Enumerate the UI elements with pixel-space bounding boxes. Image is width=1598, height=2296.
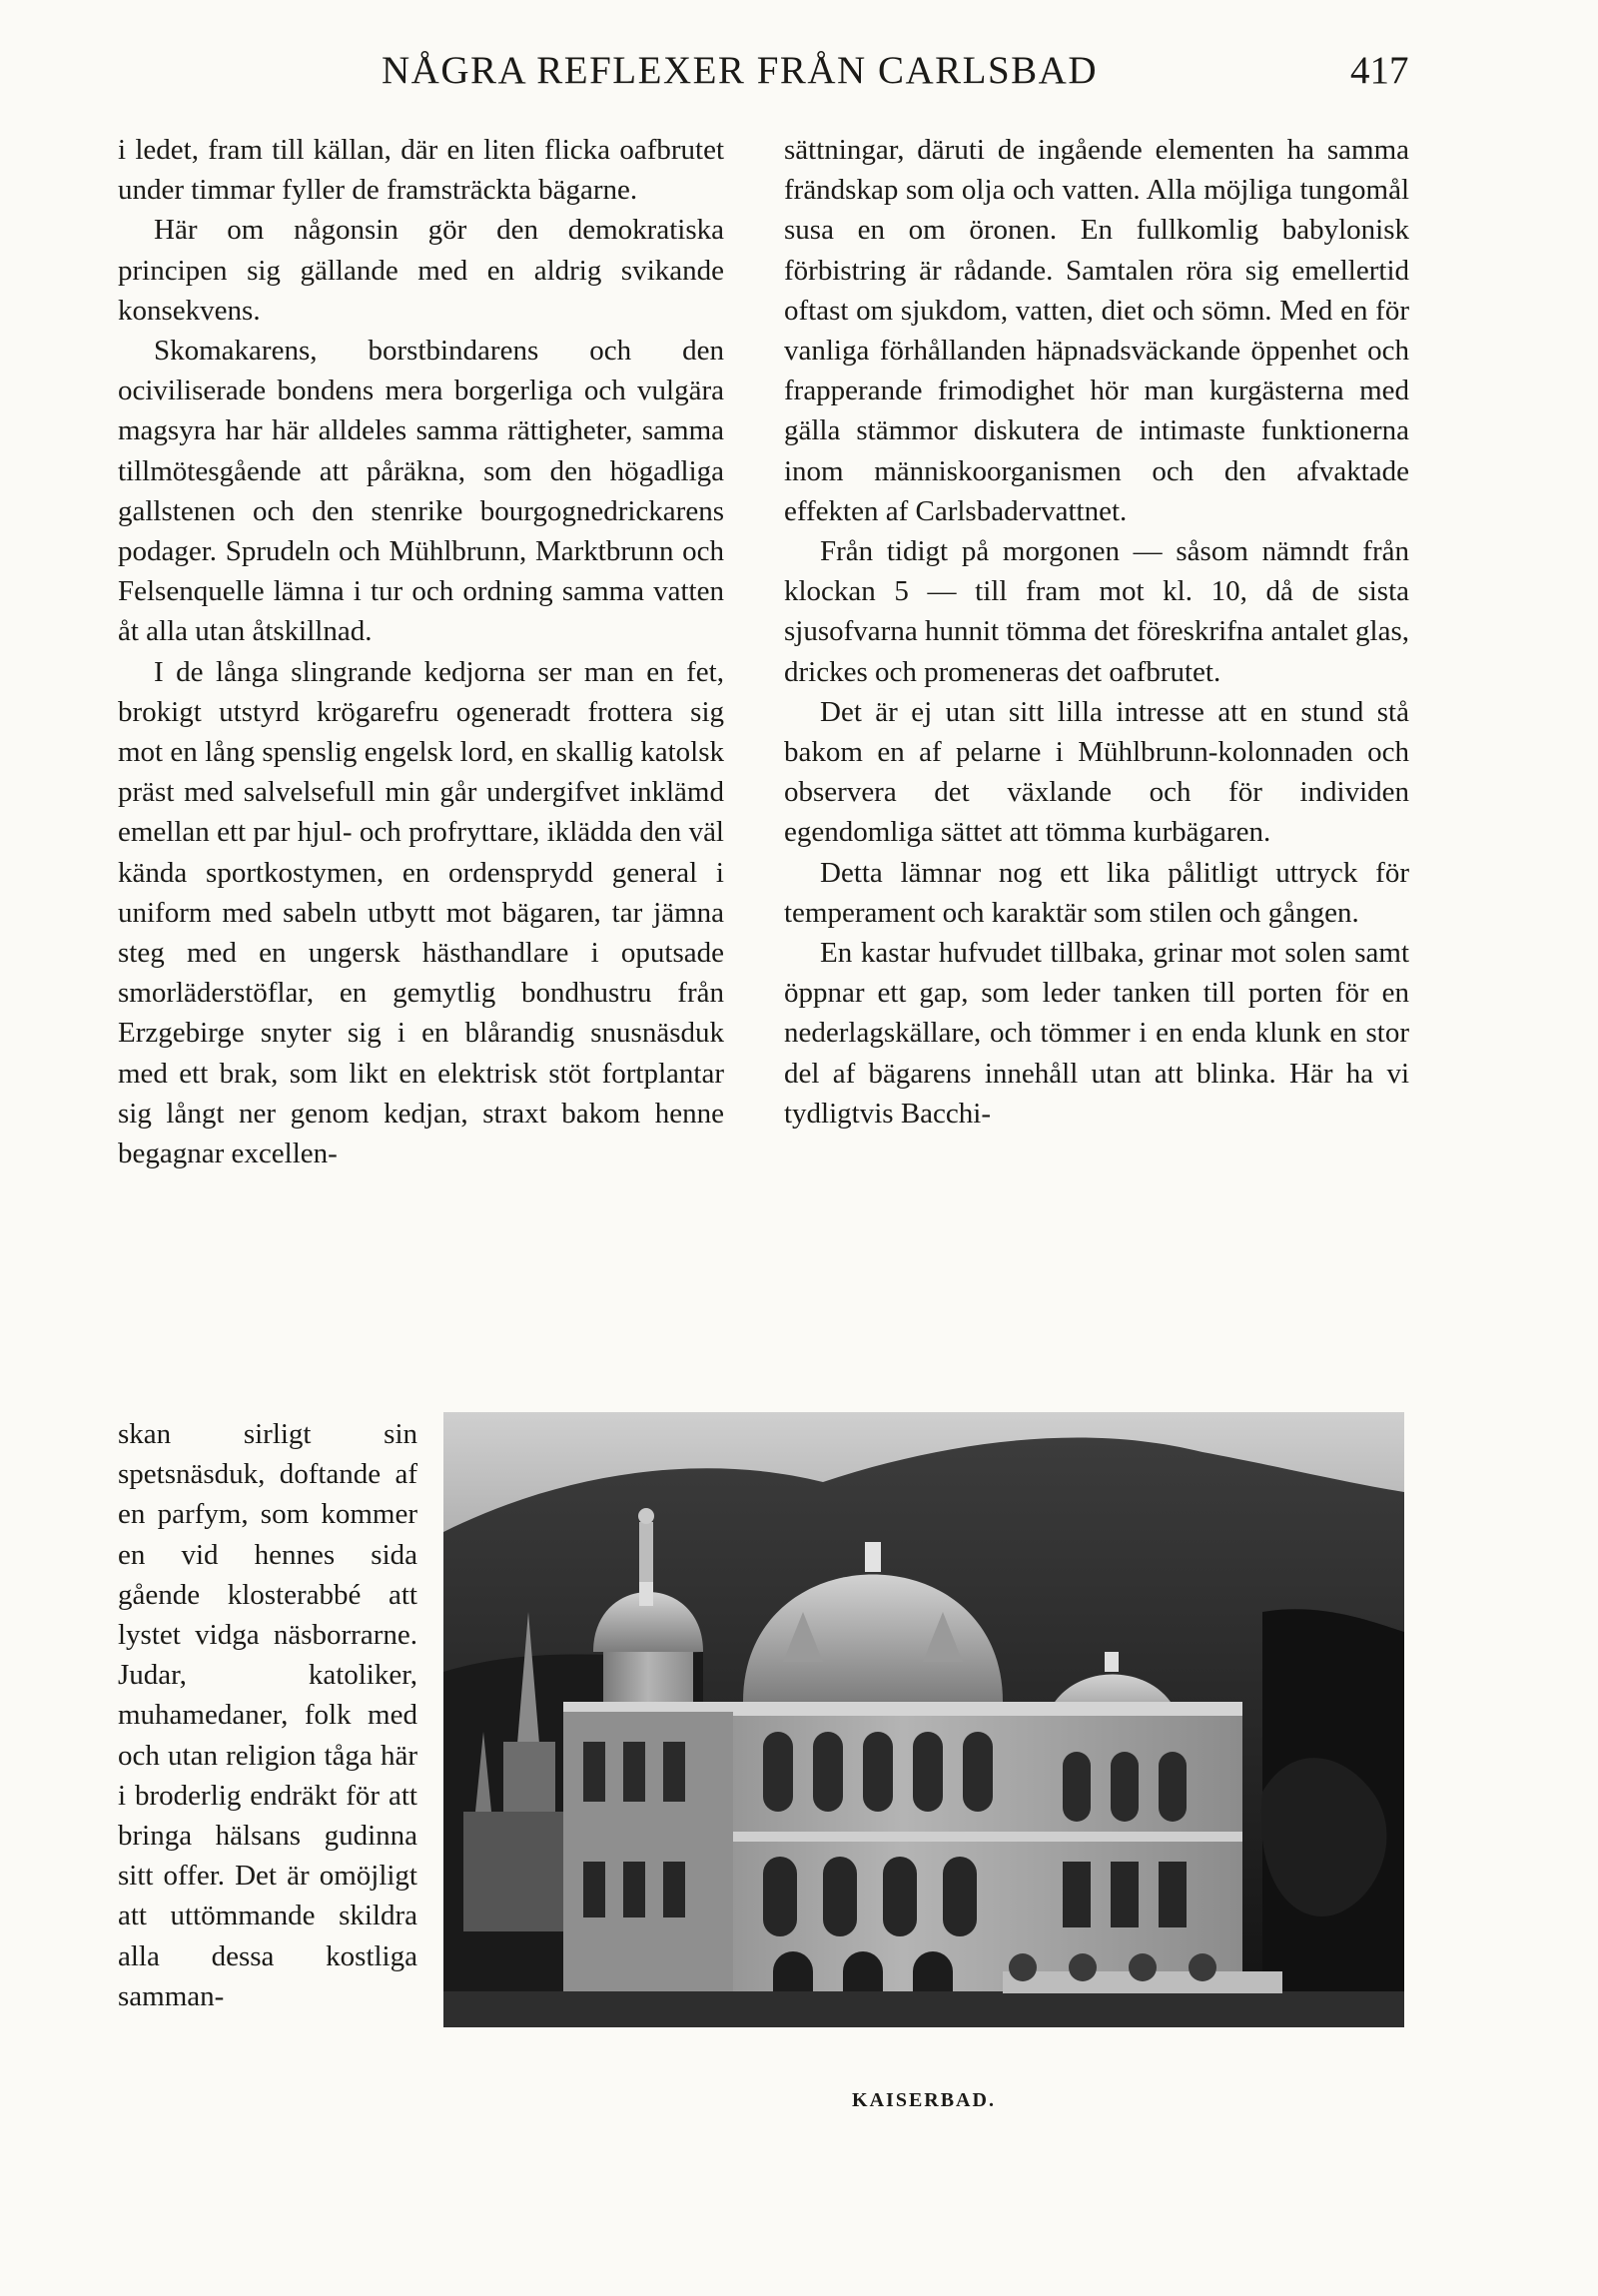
paragraph: Det är ej utan sitt lilla intresse att en stund stå bakom en af pelarne i Mühlbrunn-kolonnaden och observera det växlande och för individen egendomliga sättet att tömma kurbägaren. <box>784 695 1409 849</box>
right-column <box>784 130 1409 1134</box>
paragraph: Skomakarens, borstbindarens och den ociviliserade bondens mera borgerliga och vulgära magsyra har här alldeles samma rättigheter, samma tillmötesgående att påräkna, som den högadliga gallstenen och den stenrike bourgognedrickarens podager. Sprudeln och Mühlbrunn, Marktbrunn och Felsenquelle lämna i tur och ordning samma vatten åt alla utan åtskillnad. <box>118 335 724 648</box>
left-column <box>118 130 724 1173</box>
page-number: 417 <box>1350 49 1409 92</box>
paragraph: skan sirligt sin spetsnäsduk, doftande af en parfym, som kommer en vid hennes sida gående klosterabbé att lystet vidga näsborrarne. Judar, katoliker, muhamedaner, folk med och utan religion tåga här i broderlig endräkt för att bringa hälsans gudinna sitt offer. Det är omöjligt att uttömmande skildra alla dessa kostliga samman- <box>118 1418 417 2012</box>
paragraph: I de långa slingrande kedjorna ser man en fet, brokigt utstyrd krögarefru ogeneradt frottera sig mot en lång spenslig engelsk lord, en skallig katolsk präst med salvelsefull min går undergifvet inklämd emellan ett par hjul- och profryttare, iklädda den väl kända sportkostymen, en ordensprydd general i uniform med sabeln utbytt mot bägaren, tar jämna steg med en ungersk hästhandlare i oputsade smorläderstöflar, en gemytlig bondhustru från Erzgebirge snyter sig i en blårandig snusnäsduk med ett brak, som likt en elektrisk stöt fortplantar sig långt ner genom kedjan, straxt bakom henne begagnar excellen- <box>118 655 724 1170</box>
narrow-column <box>118 1414 417 2016</box>
paragraph: sättningar, däruti de ingående elementen ha samma frändskap som olja och vatten. Alla möjliga tungomål susa en om öronen. En fullkomlig babylonisk förbistring är rådande. Samtalen röra sig emellertid oftast om sjukdom, vatten, diet och sömn. Med en för vanliga förhållanden häpnadsväckande öppenhet och frapperande frimodighet hör man kurgästerna med gälla stämmor diskutera de intimaste funktionerna inom människoorganismen och den afvaktade effekten af Carlsbadervattnet. <box>784 134 1409 527</box>
paragraph: En kastar hufvudet tillbaka, grinar mot solen samt öppnar ett gap, som leder tanken till porten för en nederlagskällare, och tömmer i en enda klunk en stor del af bägarens innehåll utan att blinka. Här ha vi tydligtvis Bacchi- <box>784 937 1409 1130</box>
figure-caption: KAISERBAD. <box>852 2089 996 2111</box>
paragraph: Här om någonsin gör den demokratiska principen sig gällande med en aldrig svikande konsekvens. <box>118 214 724 327</box>
kaiserbad-building-illustration <box>443 1412 1404 2027</box>
paragraph: i ledet, fram till källan, där en liten flicka oafbrutet under timmar fyller de framsträckta bägarne. <box>118 134 724 207</box>
paragraph: Från tidigt på morgonen — såsom nämndt från klockan 5 — till fram mot kl. 10, då de sista sjusofvarna hunnit tömma det föreskrifna antalet glas, drickes och promeneras det oafbrutet. <box>784 535 1409 688</box>
kaiserbad-photograph <box>443 1412 1404 2027</box>
paragraph: Detta lämnar nog ett lika pålitligt uttryck för temperament och karaktär som stilen och gången. <box>784 856 1409 929</box>
running-title: NÅGRA REFLEXER FRÅN CARLSBAD <box>382 49 1099 92</box>
running-header <box>0 48 1598 98</box>
